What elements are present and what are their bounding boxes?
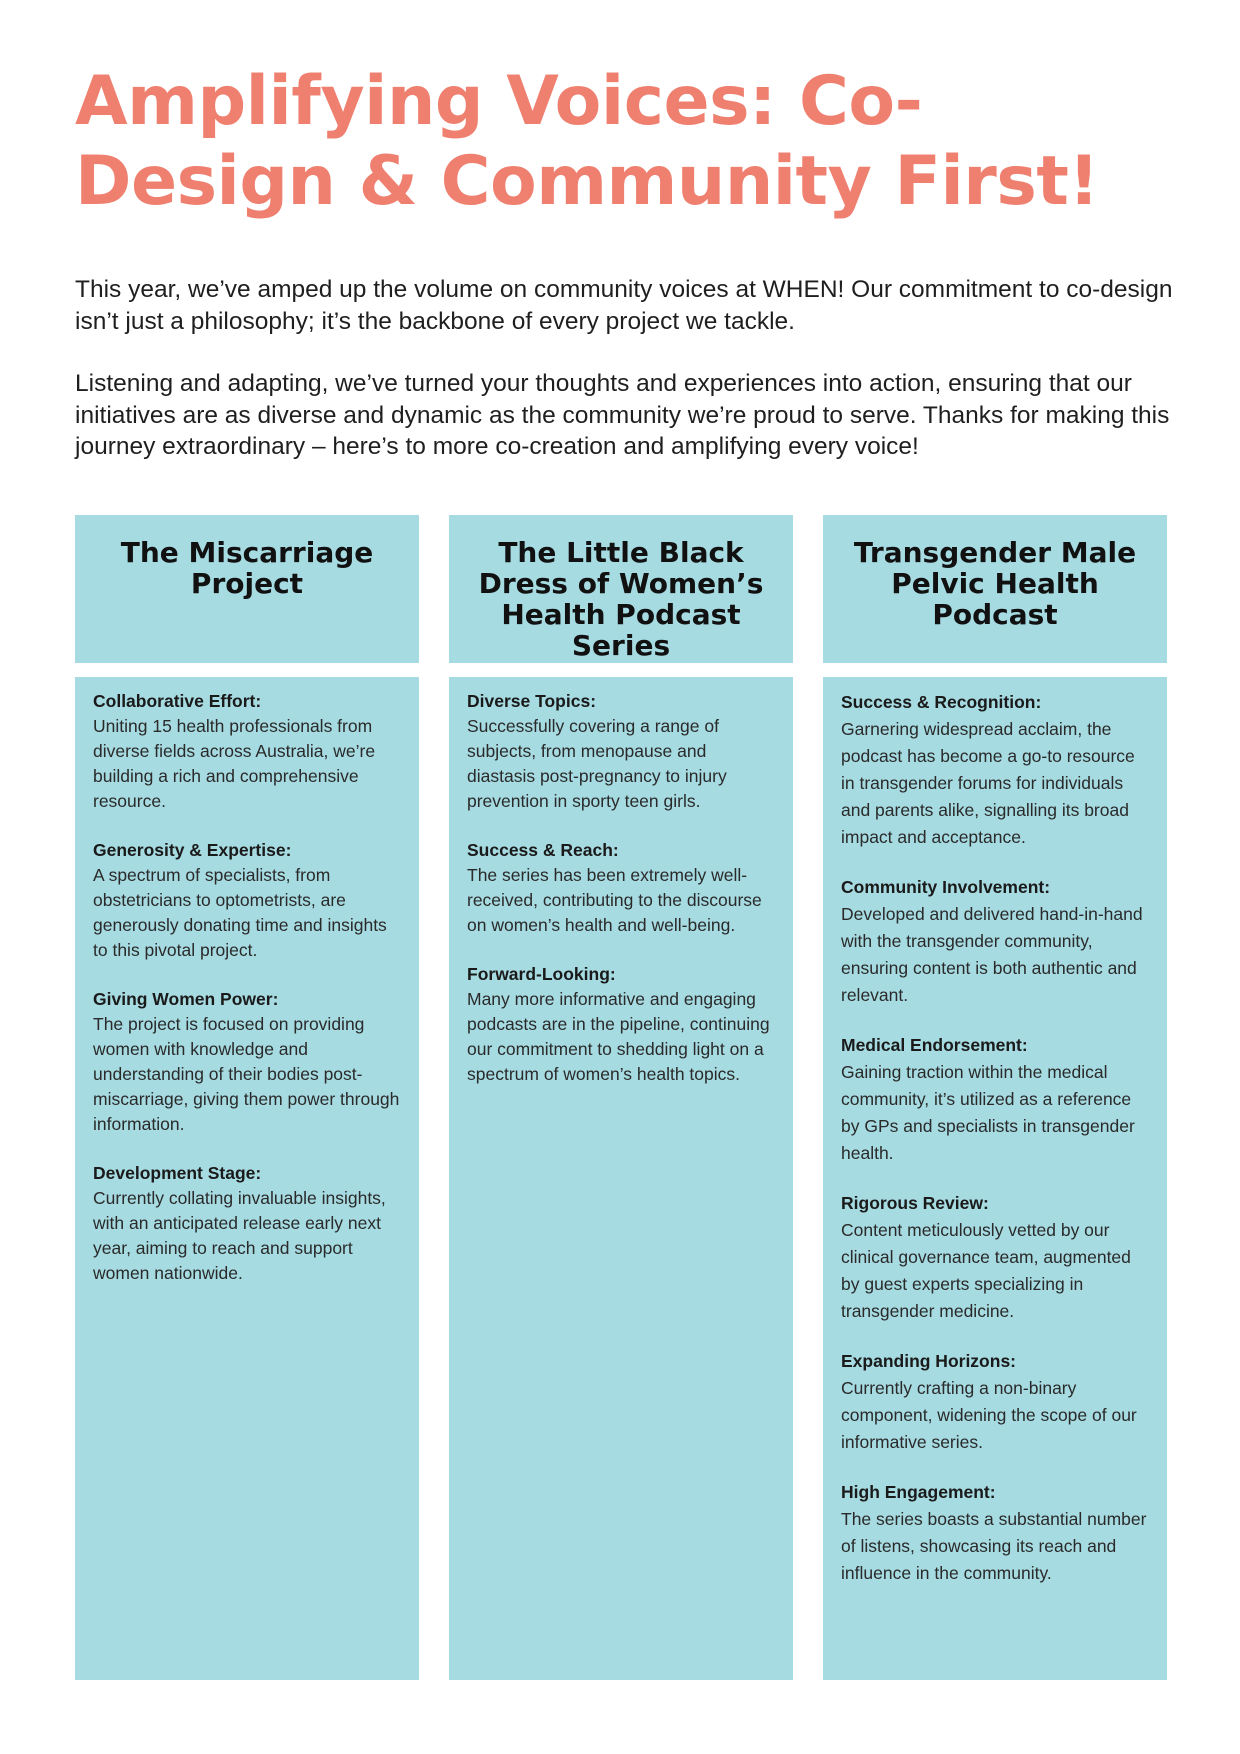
section-label: Development Stage: (93, 1163, 262, 1183)
column-body (823, 677, 1167, 1680)
detail-section (841, 1348, 1151, 1456)
detail-section (467, 838, 777, 938)
section-text: Many more informative and engaging podcasts are in the pipeline, continuing our commitment to shedding light on a spectrum of women’s health topics. (467, 989, 770, 1084)
column-header (823, 515, 1167, 663)
detail-section (841, 1479, 1151, 1587)
intro-paragraph-1: This year, we’ve amped up the volume on community voices at WHEN! Our commitment to co-design isn’t just a philosophy; it’s the backbone of every project we tackle. (75, 276, 1173, 335)
section-text: Currently collating invaluable insights, with an anticipated release early next year, aiming to reach and support women nationwide. (93, 1188, 386, 1283)
section-text: Successfully covering a range of subjects, from menopause and diastasis post-pregnancy to injury prevention in sporty teen girls. (467, 716, 727, 811)
section-label: Giving Women Power: (93, 989, 279, 1009)
column-body (449, 677, 793, 1680)
section-text: Currently crafting a non-binary component, widening the scope of our informative series. (841, 1378, 1137, 1452)
section-text: The series boasts a substantial number of listens, showcasing its reach and influence in the community. (841, 1509, 1147, 1583)
section-text: Uniting 15 health professionals from diverse fields across Australia, we’re building a rich and comprehensive resource. (93, 716, 376, 811)
section-text: Content meticulously vetted by our clinical governance team, augmented by guest experts specializing in transgender medicine. (841, 1220, 1131, 1321)
section-label: Diverse Topics: (467, 691, 597, 711)
column-header (75, 515, 419, 663)
section-label: Community Involvement: (841, 877, 1051, 897)
column-heading: The Miscarriage Project (120, 536, 374, 600)
column-heading: Transgender Male Pelvic Health Podcast (853, 536, 1137, 631)
column-body (75, 677, 419, 1680)
section-label: Rigorous Review: (841, 1193, 989, 1213)
detail-section (467, 962, 777, 1087)
detail-section (93, 1161, 403, 1286)
section-label: Collaborative Effort: (93, 691, 262, 711)
section-label: Success & Reach: (467, 840, 619, 860)
section-label: Forward-Looking: (467, 964, 616, 984)
detail-section (467, 689, 777, 814)
section-label: Medical Endorsement: (841, 1035, 1028, 1055)
page-title: Amplifying Voices: Co-Design & Community First! (75, 62, 1099, 221)
section-label: Success & Recognition: (841, 692, 1042, 712)
section-text: Developed and delivered hand-in-hand with the transgender community, ensuring content is both authentic and relevant. (841, 904, 1143, 1005)
intro-paragraph-2: Listening and adapting, we’ve turned your thoughts and experiences into action, ensuring that our initiatives are as diverse and dynamic as the community we’re proud to serve. Thanks for making this journey extraordinary – here’s to more co-creation and amplifying every voice! (75, 370, 1170, 460)
section-text: A spectrum of specialists, from obstetricians to optometrists, are generously donating time and insights to this pivotal project. (93, 865, 387, 960)
detail-section (841, 1190, 1151, 1325)
detail-section (841, 689, 1151, 851)
column-heading: The Little Black Dress of Women’s Health Podcast Series (478, 536, 764, 662)
section-text: The project is focused on providing women with knowledge and understanding of their bodies post-miscarriage, giving them power through information. (93, 1014, 400, 1134)
section-label: Generosity & Expertise: (93, 840, 292, 860)
section-label: Expanding Horizons: (841, 1351, 1016, 1371)
section-text: The series has been extremely well-received, contributing to the discourse on women’s health and well-being. (467, 865, 762, 935)
detail-section (841, 1032, 1151, 1167)
detail-section (93, 689, 403, 814)
section-text: Gaining traction within the medical community, it’s utilized as a reference by GPs and specialists in transgender health. (841, 1062, 1135, 1163)
detail-section (841, 874, 1151, 1009)
section-text: Garnering widespread acclaim, the podcast has become a go-to resource in transgender forums for individuals and parents alike, signalling its broad impact and acceptance. (841, 719, 1135, 847)
detail-section (93, 838, 403, 963)
detail-section (93, 987, 403, 1137)
column-header (449, 515, 793, 663)
section-label: High Engagement: (841, 1482, 996, 1502)
